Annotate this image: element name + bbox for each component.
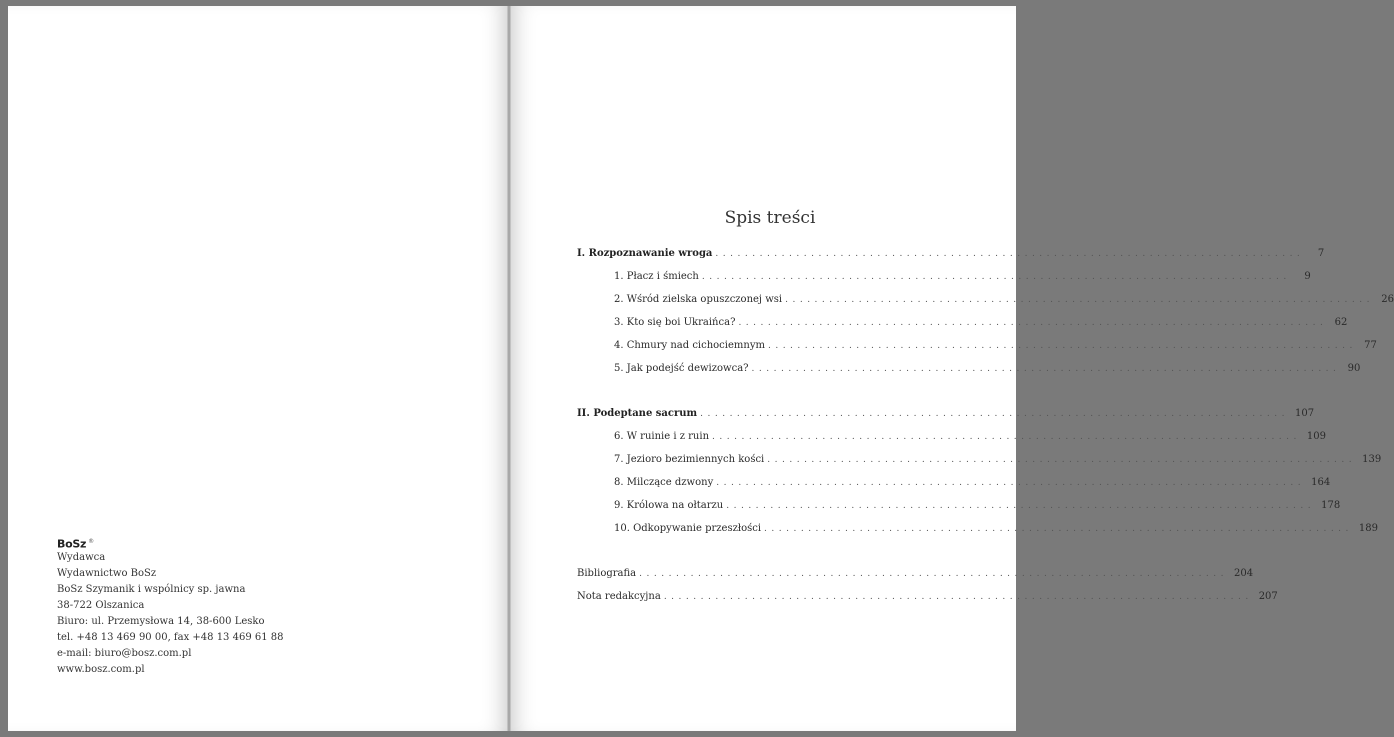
- publisher-imprint: [57, 533, 284, 678]
- toc-entry-label: I. Rozpoznawanie wroga: [577, 248, 713, 259]
- toc-leader-dots: ................................................................................: [716, 478, 1306, 488]
- toc-entry-page: 207: [1258, 591, 1278, 602]
- toc-entry-page: 90: [1347, 363, 1361, 374]
- toc-entry: [577, 523, 1378, 541]
- toc-entry-label: 10. Odkopywanie przeszłości: [614, 523, 762, 534]
- toc-leader-dots: ................................................................................: [738, 318, 1328, 328]
- toc-leader-dots: ................................................................................: [767, 455, 1357, 465]
- toc-leader-dots: ................................................................................: [701, 272, 1291, 282]
- imprint-line: Wydawca: [57, 552, 106, 563]
- toc-entry: [577, 477, 1331, 495]
- toc-leader-dots: ................................................................................: [712, 432, 1301, 442]
- book-spine: [507, 6, 511, 731]
- toc-entry: [577, 568, 1254, 586]
- toc-entry-label: 2. Wśród zielska opuszczonej wsi: [614, 294, 783, 305]
- imprint-line: www.bosz.com.pl: [57, 664, 145, 675]
- toc-entry: [577, 431, 1326, 449]
- toc-entry: [577, 408, 1315, 426]
- toc-entry-page: 107: [1295, 408, 1315, 419]
- toc-entry-label: 9. Królowa na ołtarzu: [614, 500, 724, 511]
- toc-entry: [577, 294, 1394, 312]
- publisher-logo: BoSz ®: [57, 537, 94, 551]
- toc-entry-label: 5. Jak podejść dewizowca?: [614, 363, 749, 374]
- toc-entry: [577, 454, 1382, 472]
- toc-entry-page: 109: [1306, 431, 1326, 442]
- imprint-line: Wydawnictwo BoSz: [57, 568, 157, 579]
- toc-entry-label: II. Podeptane sacrum: [577, 408, 698, 419]
- imprint-line: Biuro: ul. Przemysłowa 14, 38-600 Lesko: [57, 616, 265, 627]
- toc-entry: [577, 317, 1348, 335]
- toc-entry-page: 178: [1321, 500, 1341, 511]
- toc-entry-label: 8. Milczące dzwony: [614, 477, 714, 488]
- toc-entry-label: 4. Chmury nad cichociemnym: [614, 340, 765, 351]
- imprint-line: tel. +48 13 469 90 00, fax +48 13 469 61 88: [57, 632, 284, 643]
- toc-leader-dots: ................................................................................: [751, 364, 1341, 374]
- toc-entry: [577, 340, 1377, 358]
- toc-entry: [577, 248, 1325, 266]
- toc-entry-label: 6. W ruinie i z ruin: [614, 431, 710, 442]
- toc-entry-page: 77: [1364, 340, 1377, 351]
- toc-title: Spis treści: [724, 208, 816, 228]
- toc-leader-dots: ................................................................................: [700, 409, 1289, 419]
- imprint-line: 38-722 Olszanica: [57, 600, 145, 611]
- toc-entry-label: 1. Płacz i śmiech: [614, 271, 699, 282]
- toc-entry-page: 139: [1362, 454, 1382, 465]
- toc-entry-page: 26: [1381, 294, 1394, 305]
- toc-entry: [577, 591, 1278, 609]
- toc-leader-dots: ................................................................................: [785, 295, 1374, 305]
- toc-entry-page: 164: [1311, 477, 1331, 488]
- imprint-line: e-mail: biuro@bosz.com.pl: [57, 648, 192, 659]
- toc-leader-dots: ................................................................................: [726, 501, 1316, 511]
- toc-leader-dots: ................................................................................: [663, 592, 1253, 602]
- toc-leader-dots: ................................................................................: [767, 341, 1357, 351]
- toc-entry-label: 7. Jezioro bezimiennych kości: [614, 454, 765, 465]
- toc-entry-label: Nota redakcyjna: [577, 591, 661, 602]
- toc-entry-page: 204: [1234, 568, 1254, 579]
- toc-leader-dots: ................................................................................: [764, 524, 1353, 534]
- imprint-line: BoSz Szymanik i wspólnicy sp. jawna: [57, 584, 246, 595]
- toc-entry: [577, 500, 1341, 518]
- toc-entry-label: 3. Kto się boi Ukraińca?: [614, 317, 736, 328]
- toc-entry-page: 7: [1317, 248, 1325, 259]
- toc-leader-dots: ................................................................................: [639, 569, 1229, 579]
- toc-entry: [577, 271, 1311, 289]
- toc-entry: [577, 363, 1361, 381]
- toc-entry-label: Bibliografia: [577, 568, 637, 579]
- toc-entry-page: 189: [1358, 523, 1378, 534]
- toc-entry-page: 62: [1334, 317, 1348, 328]
- toc-entry-page: 9: [1304, 271, 1311, 282]
- toc-leader-dots: ................................................................................: [715, 249, 1305, 259]
